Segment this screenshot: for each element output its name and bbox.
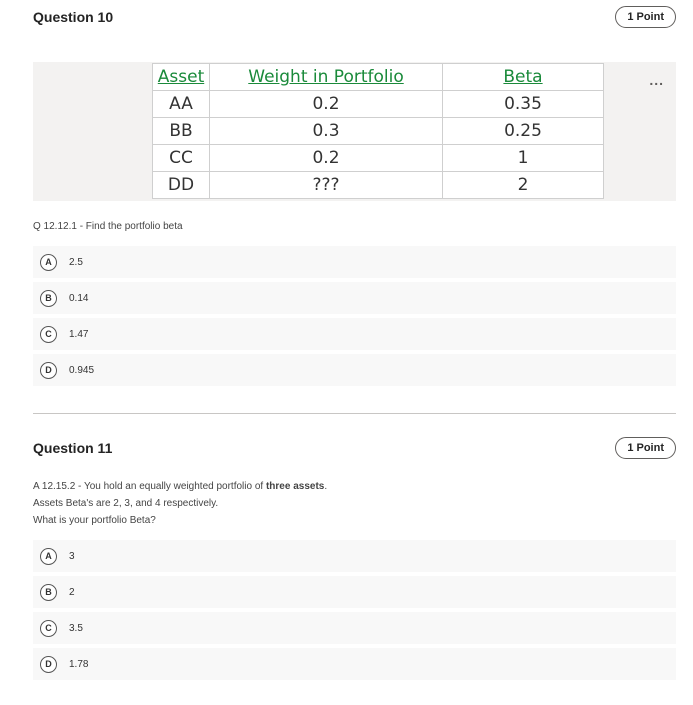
table-cell: 0.3 [210, 118, 443, 145]
prompt-bold-text: three assets [265, 481, 325, 492]
answer-option-a[interactable] [33, 246, 676, 278]
question-prompt: Q 12.12.1 - Find the portfolio beta [33, 221, 183, 232]
question-divider [33, 413, 676, 414]
answer-option-b[interactable] [33, 576, 676, 608]
points-badge: 1 Point [615, 6, 676, 28]
option-text: 0.945 [69, 364, 95, 376]
table-row [153, 172, 604, 199]
option-text: 2 [69, 586, 75, 598]
table-cell: 2 [443, 172, 604, 199]
table-cell: 0.2 [210, 145, 443, 172]
table-header-row [153, 64, 604, 91]
question-title: Question 10 [33, 9, 114, 25]
option-letter-badge: D [40, 362, 57, 379]
answer-option-b[interactable] [33, 282, 676, 314]
answer-option-c[interactable] [33, 318, 676, 350]
prompt-line [33, 478, 327, 495]
table-cell: CC [153, 145, 210, 172]
option-letter-badge: B [40, 290, 57, 307]
prompt-text: A 12.15.2 - You hold an equally weighted portfolio of [33, 481, 266, 492]
table-cell: BB [153, 118, 210, 145]
table-cell: 0.35 [443, 91, 604, 118]
option-letter-badge: A [40, 254, 57, 271]
option-text: 1.47 [69, 328, 89, 340]
table-row [153, 118, 604, 145]
points-badge: 1 Point [615, 437, 676, 459]
option-letter-badge: B [40, 584, 57, 601]
question-title: Question 11 [33, 440, 113, 456]
option-text: 2.5 [69, 256, 83, 268]
option-text: 3 [69, 550, 75, 562]
table-cell: AA [153, 91, 210, 118]
answer-option-a[interactable] [33, 540, 676, 572]
table-cell: 0.2 [210, 91, 443, 118]
answer-option-d[interactable] [33, 354, 676, 386]
table-cell: DD [153, 172, 210, 199]
table-cell: ??? [210, 172, 443, 199]
table-cell: 0.25 [443, 118, 604, 145]
question-image [33, 62, 676, 201]
prompt-text: . [324, 481, 328, 492]
prompt-line: What is your portfolio Beta? [33, 515, 156, 526]
option-letter-badge: D [40, 656, 57, 673]
more-options-icon[interactable]: ... [649, 72, 664, 88]
option-letter-badge: C [40, 326, 57, 343]
option-letter-badge: C [40, 620, 57, 637]
option-letter-badge: A [40, 548, 57, 565]
answer-option-d[interactable] [33, 648, 676, 680]
table-row [153, 145, 604, 172]
option-text: 0.14 [69, 292, 89, 304]
question-prompt [33, 478, 327, 529]
table-header: Weight in Portfolio [210, 64, 443, 91]
question-10-header [33, 6, 676, 28]
asset-table [152, 63, 604, 199]
table-cell: 1 [443, 145, 604, 172]
table-header: Asset [153, 64, 210, 91]
answer-option-c[interactable] [33, 612, 676, 644]
option-text: 3.5 [69, 622, 83, 634]
table-row [153, 91, 604, 118]
option-text: 1.78 [69, 658, 89, 670]
table-header: Beta [443, 64, 604, 91]
question-11-header [33, 437, 676, 459]
prompt-line: Assets Beta's are 2, 3, and 4 respectively. [33, 498, 219, 509]
